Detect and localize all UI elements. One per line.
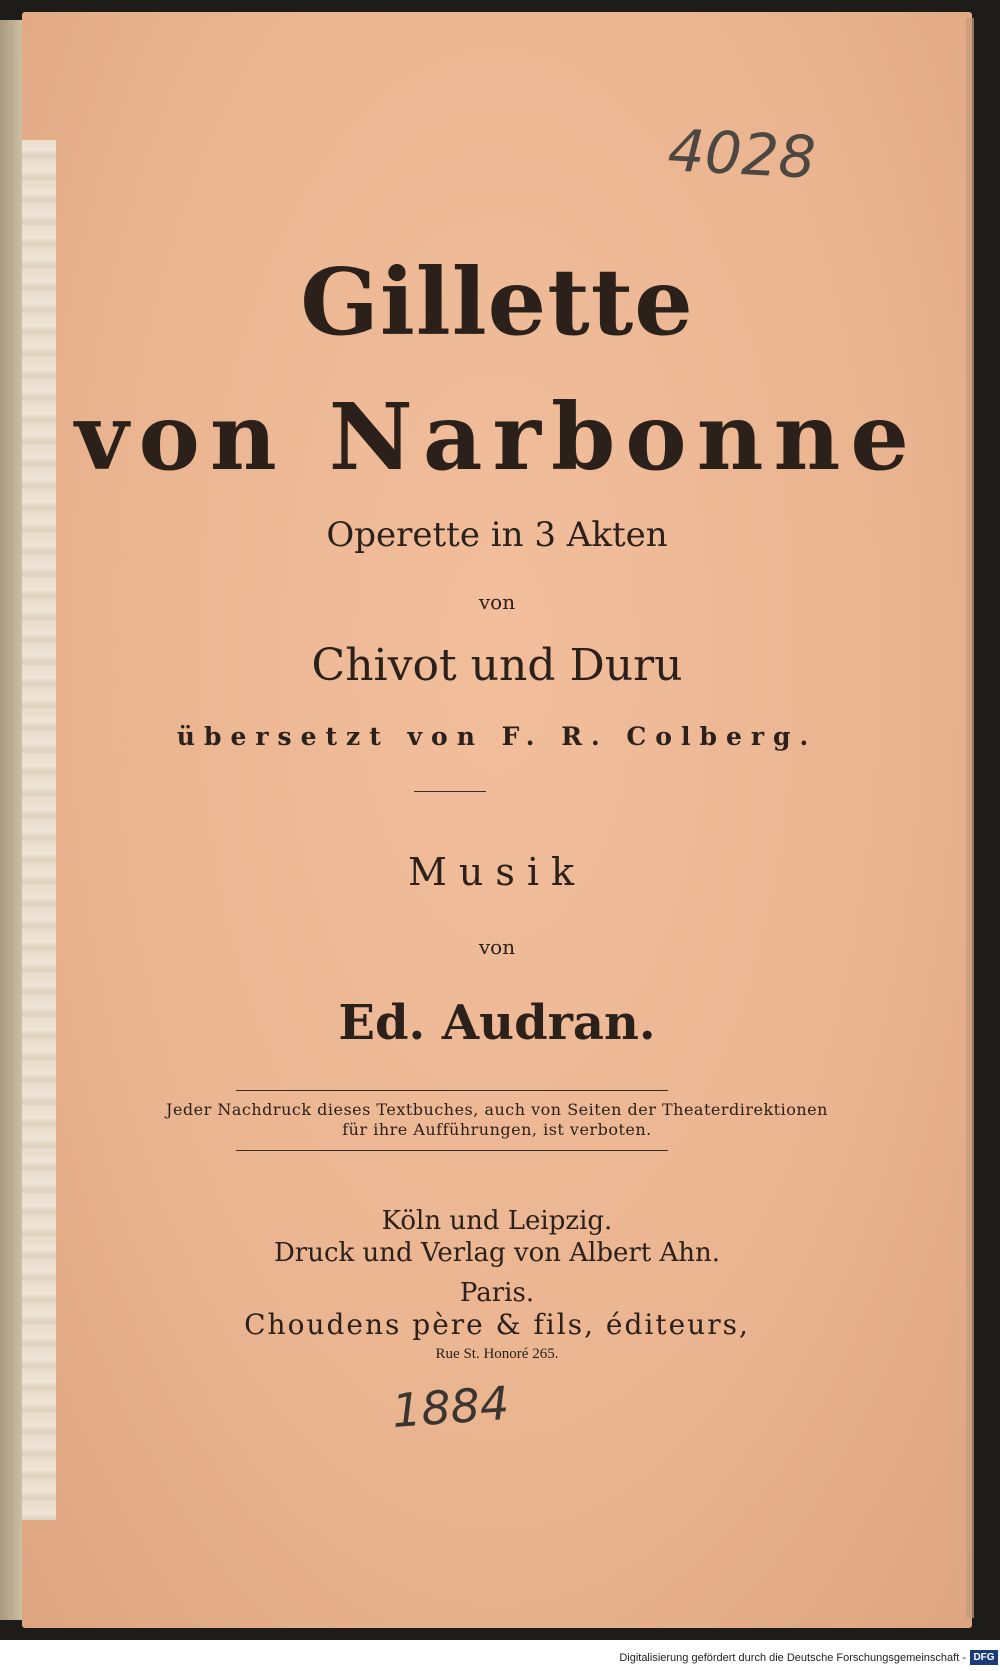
imprint-choudens: Choudens père & fils, éditeurs, (244, 1308, 750, 1341)
dfg-logo-icon: DFG (970, 1650, 998, 1665)
music-heading: Musik (407, 850, 587, 894)
imprint-city: Köln und Leipzig. (381, 1206, 613, 1236)
notice-rule-top (236, 1090, 668, 1091)
title-line-2: von Narbonne (75, 383, 919, 491)
title-line-1: Gillette (300, 248, 694, 356)
imprint-paris: Paris. (459, 1278, 535, 1308)
funding-notice: Digitalisierung gefördert durch die Deutsche Forschungsgemeinschaft - (619, 1652, 966, 1664)
handwritten-shelfmark: 4028 (666, 116, 818, 192)
von-label-1: von (478, 590, 516, 614)
imprint-printer: Druck und Verlag von Albert Ahn. (273, 1238, 721, 1268)
subtitle: Operette in 3 Akten (326, 515, 668, 555)
translator-line: übersetzt von F. R. Colberg. (176, 722, 818, 751)
divider-short (414, 791, 486, 792)
authors: Chivot und Duru (311, 640, 683, 691)
composer: Ed. Audran. (338, 995, 656, 1051)
imprint-address: Rue St. Honoré 265. (435, 1346, 559, 1362)
reprint-notice (22, 1100, 972, 1140)
digitization-footer (0, 1640, 1000, 1671)
reprint-notice-line-2: für ihre Aufführungen, ist verboten. (342, 1120, 652, 1139)
reprint-notice-line-1: Jeder Nachdruck dieses Textbuches, auch von Seiten der Theaterdirektionen (166, 1100, 828, 1119)
handwritten-year: 1884 (390, 1375, 511, 1439)
notice-rule-bottom (236, 1150, 668, 1151)
von-label-2: von (478, 935, 516, 959)
